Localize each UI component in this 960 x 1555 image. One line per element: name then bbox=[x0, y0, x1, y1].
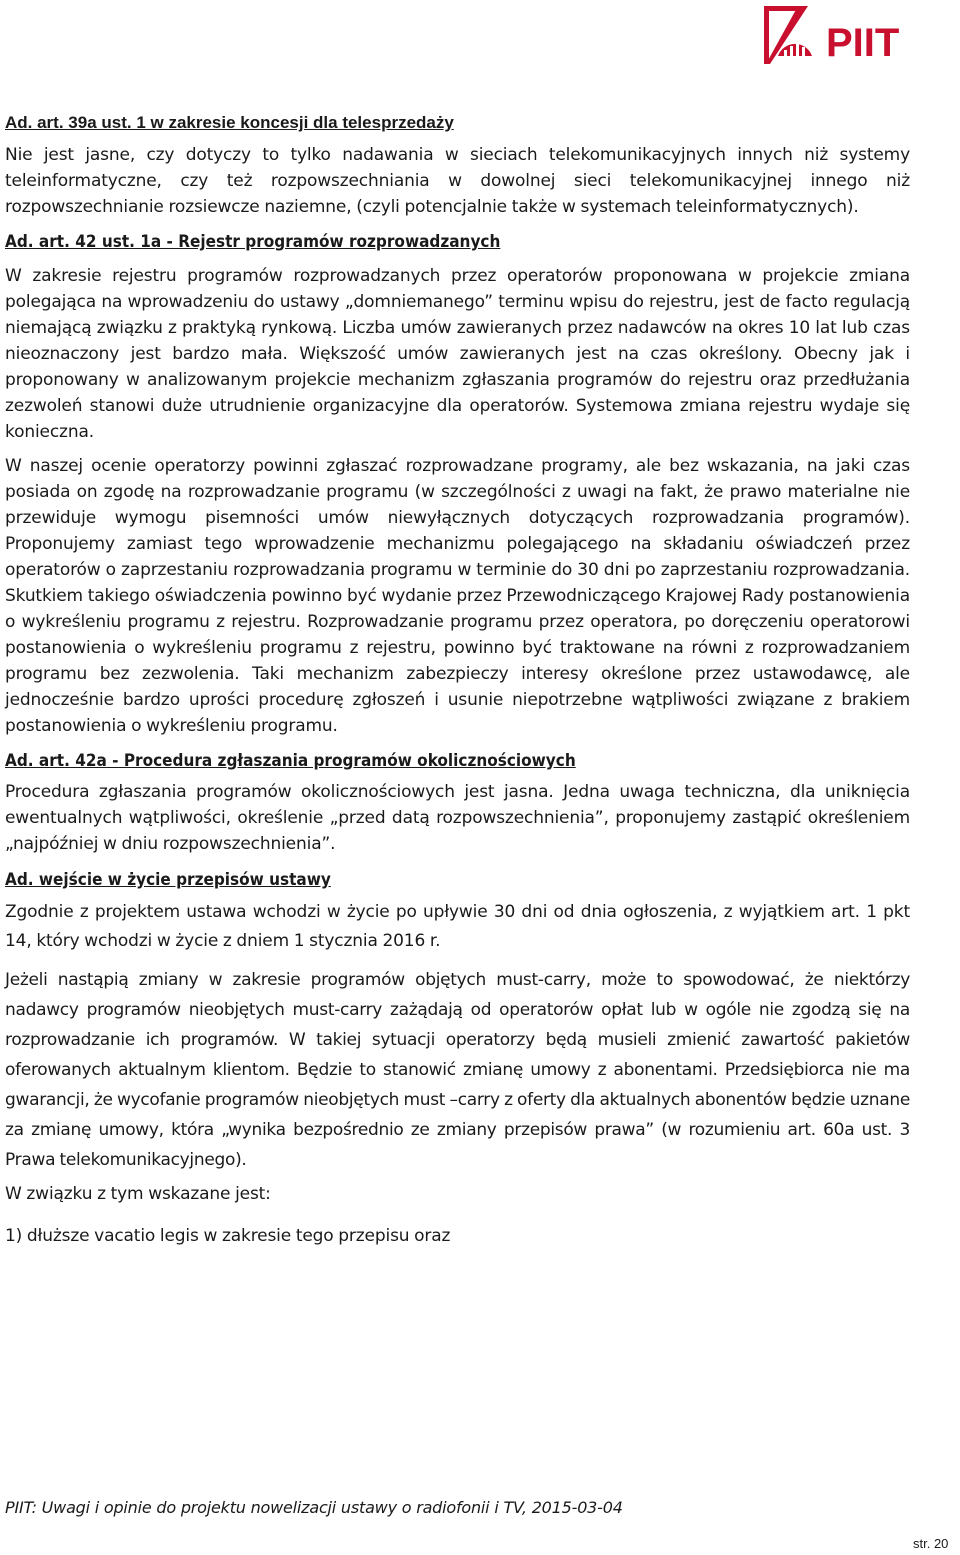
paragraph: W związku z tym wskazane jest: bbox=[5, 1184, 271, 1204]
logo-wordmark: PIIT bbox=[826, 21, 900, 64]
footer-text: PIIT: Uwagi i opinie do projektu nowelizacji ustawy o radiofonii i TV, 2015-03-04 bbox=[5, 1498, 623, 1517]
section-heading: Ad. wejście w życie przepisów ustawy bbox=[5, 870, 331, 890]
paragraph: 1) dłuższe vacatio legis w zakresie tego przepisu oraz bbox=[5, 1226, 451, 1246]
section-heading: Ad. art. 39a ust. 1 w zakresie koncesji dla telesprzedaży bbox=[5, 113, 454, 132]
piit-logo bbox=[764, 6, 910, 64]
paragraph: Procedura zgłaszania programów okolicznościowych jest jasna. Jedna uwaga techniczna, dla uniknięcia ewentualnych wątpliwości, określenie „przed datą rozpowszechnienia”, proponujemy zastąpić określeniem „najpóźniej w dniu rozpowszechnienia”. bbox=[5, 782, 910, 854]
page-number: str. 20 bbox=[913, 1536, 949, 1551]
section-heading: Ad. art. 42a - Procedura zgłaszania programów okolicznościowych bbox=[5, 751, 576, 771]
paragraph: W naszej ocenie operatorzy powinni zgłaszać rozprowadzane programy, ale bez wskazania, na jaki czas posiada on zgodę na rozprowadzanie programu (w szczególności z uwagi na fakt, że prawo materialne nie przewiduje wymogu pisemności umów niewyłącznych dotyczących rozprowadzania programów). Proponujemy zamiast tego wprowadzenie mechanizmu polegającego na składaniu oświadczeń przez operatorów o zaprzestaniu rozprowadzania programu w terminie do 30 dni po zaprzestaniu rozprowadzania. Skutkiem takiego oświadczenia powinno być wydanie przez Przewodniczącego Krajowej Rady postanowienia o wykreśleniu programu z rejestru. Rozprowadzanie programu przez operatora, po doręczeniu operatorowi postanowienia o wykreśleniu programu z rejestru, powinno być traktowane na równi z rozprowadzaniem programu bez zezwolenia. Taki mechanizm zabezpieczy interesy określone przez ustawodawcę, ale jednocześnie bardzo uprości procedurę zgłoszeń i usunie niepotrzebne wątpliwości związane z brakiem postanowienia o wykreśleniu programu. bbox=[5, 456, 910, 736]
paragraph: Jeżeli nastąpią zmiany w zakresie programów objętych must-carry, może to spowodować, że niektórzy nadawcy programów nieobjętych must-carry zażądają od operatorów opłat lub w ogóle nie zgodzą się na rozprowadzanie ich programów. W takiej sytuacji operatorzy będą musieli zmienić zawartość pakietów oferowanych aktualnym klientom. Będzie to stanowić zmianę umowy z abonentami. Przedsiębiorca nie ma gwarancji, że wycofanie programów nieobjętych must –carry z oferty dla aktualnych abonentów będzie uznane za zmianę umowy, która „wynika bezpośrednio ze zmiany przepisów prawa” (w rozumieniu art. 60a ust. 3 Prawa telekomunikacyjnego). bbox=[5, 970, 910, 1170]
section-heading: Ad. art. 42 ust. 1a - Rejestr programów rozprowadzanych bbox=[5, 232, 501, 252]
paragraph: Nie jest jasne, czy dotyczy to tylko nadawania w sieciach telekomunikacyjnych innych niż systemy teleinformatyczne, czy też rozpowszechniania w dowolnej sieci telekomunikacyjnej innego niż rozpowszechnianie rozsiewcze naziemne, (czyli potencjalnie także w systemach teleinformatycznych). bbox=[5, 145, 910, 217]
paragraph: Zgodnie z projektem ustawa wchodzi w życie po upływie 30 dni od dnia ogłoszenia, z wyjątkiem art. 1 pkt 14, który wchodzi w życie z dniem 1 stycznia 2016 r. bbox=[5, 902, 910, 951]
document-body bbox=[5, 108, 910, 1249]
paragraph: W zakresie rejestru programów rozprowadzanych przez operatorów proponowana w projekcie zmiana polegająca na wprowadzeniu do ustawy „domniemanego” terminu wpisu do rejestru, jest de facto regulacją niemającą związku z praktyką rynkową. Liczba umów zawieranych przez nadawców na okres 10 lat lub czas nieoznaczony jest bardzo mała. Większość umów zawieranych jest na czas określony. Obecny jak i proponowany w analizowanym projekcie mechanizm zgłaszania programów do rejestru oraz przedłużania zezwoleń stanowi duże utrudnienie organizacyjne dla operatorów. Systemowa zmiana rejestru wydaje się konieczna. bbox=[5, 266, 910, 442]
